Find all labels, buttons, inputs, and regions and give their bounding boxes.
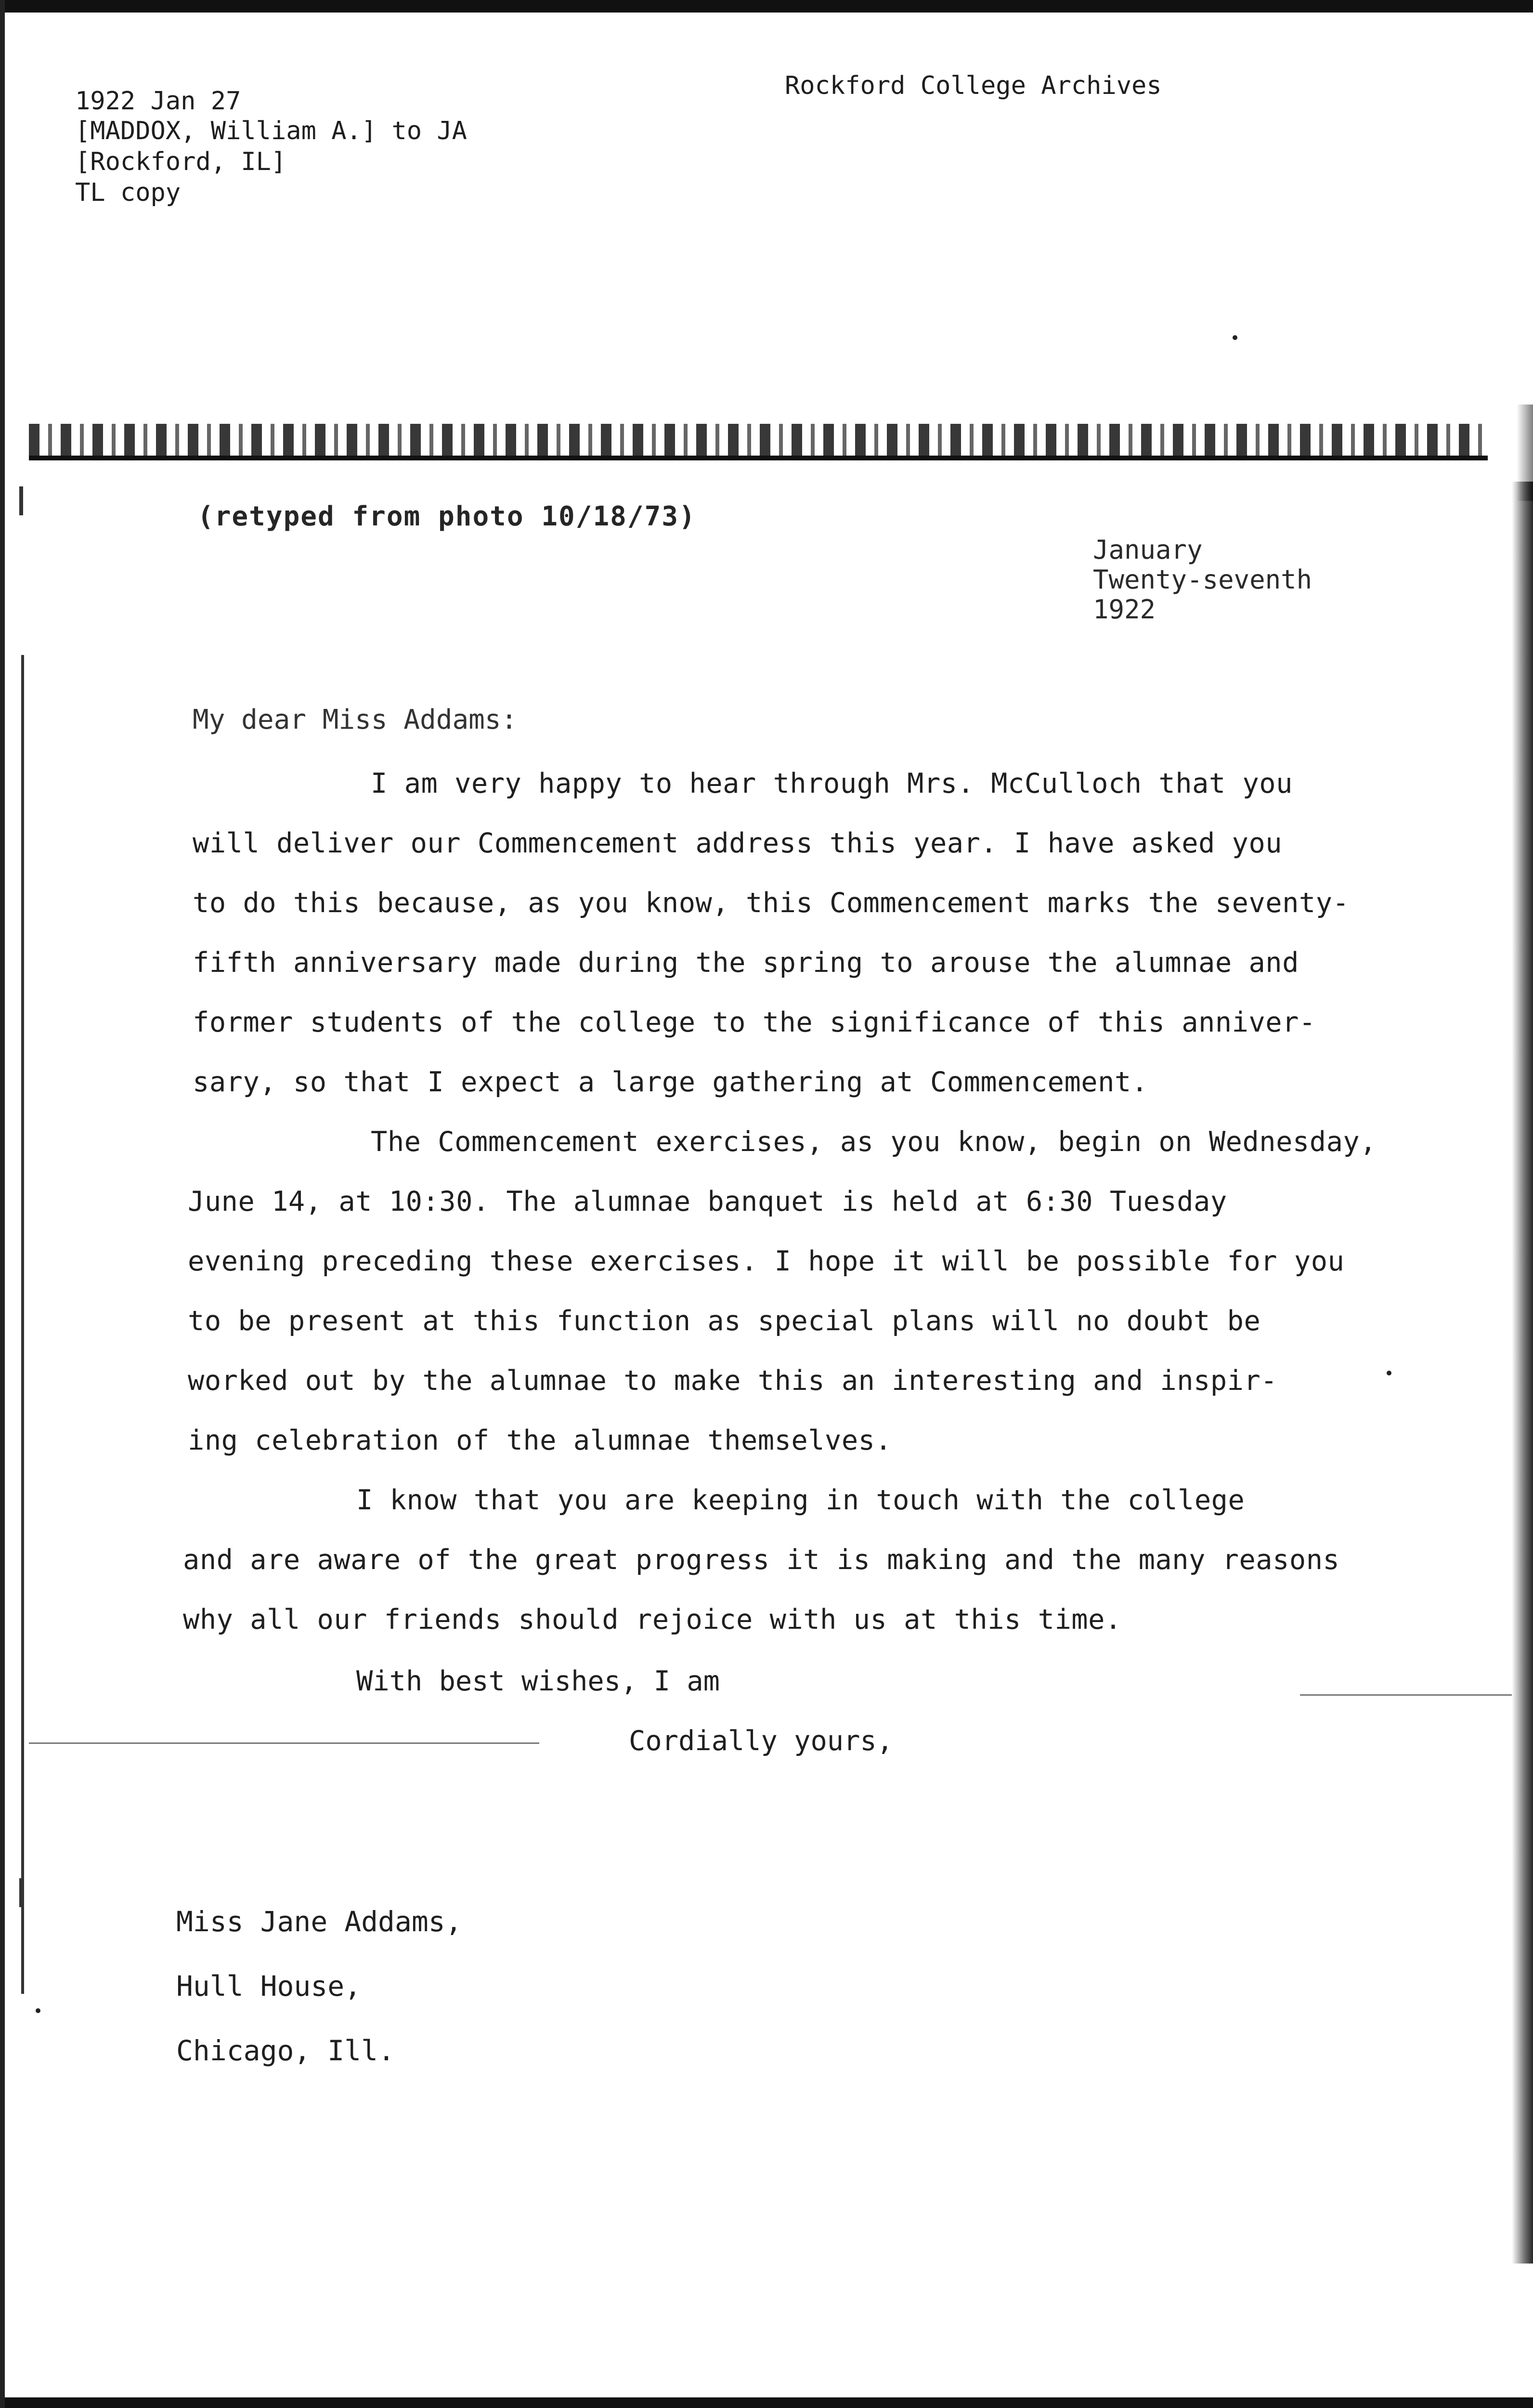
scan-right-shadow: [1512, 482, 1533, 2264]
retyped-note: (retyped from photo 10/18/73): [197, 501, 696, 532]
recipient-street: Hull House,: [176, 1970, 362, 2002]
letter-date-day: Twenty-seventh: [1093, 564, 1312, 595]
scan-stray-rule: [1300, 1694, 1512, 1696]
scan-separator-band: [29, 424, 1488, 460]
body-line: June 14, at 10:30. The alumnae banquet is held at 6:30 Tuesday: [188, 1186, 1227, 1217]
archive-name: Rockford College Archives: [785, 71, 1162, 100]
scan-left-bar: [21, 655, 24, 1994]
scan-left-tick: [19, 1878, 23, 1907]
scan-separator-rule: [29, 456, 1488, 460]
body-line: The Commencement exercises, as you know, begin on Wednesday,: [371, 1126, 1377, 1158]
scan-speck: [1233, 335, 1237, 340]
body-line: will deliver our Commencement address this year. I have asked you: [193, 827, 1283, 859]
catalog-date: 1922 Jan 27: [75, 87, 241, 116]
scan-speck: [36, 2008, 40, 2013]
body-line: former students of the college to the significance of this anniver-: [193, 1007, 1316, 1038]
scan-speck: [1387, 1371, 1391, 1375]
body-line: and are aware of the great progress it is making and the many reasons: [183, 1544, 1340, 1576]
recipient-name: Miss Jane Addams,: [176, 1905, 462, 1938]
catalog-copy-type: TL copy: [75, 178, 181, 207]
body-line: to do this because, as you know, this Commencement marks the seventy-: [193, 887, 1350, 919]
scan-left-tick: [19, 486, 23, 515]
catalog-author: [MADDOX, William A.] to JA: [75, 117, 467, 145]
scan-top-edge: [0, 0, 1533, 13]
body-line: evening preceding these exercises. I hope it will be possible for you: [188, 1245, 1345, 1277]
letter-date-year: 1922: [1093, 594, 1156, 625]
body-line: worked out by the alumnae to make this an interesting and inspir-: [188, 1365, 1278, 1397]
scan-bottom-edge: [0, 2397, 1533, 2408]
scan-stray-rule: [29, 1742, 539, 1744]
salutation: My dear Miss Addams:: [193, 704, 518, 735]
body-line: fifth anniversary made during the spring to arouse the alumnae and: [193, 947, 1299, 979]
body-line: ing celebration of the alumnae themselves.: [188, 1425, 892, 1456]
body-line: I am very happy to hear through Mrs. McCulloch that you: [371, 768, 1293, 799]
body-line: why all our friends should rejoice with us at this time.: [183, 1604, 1122, 1636]
body-line: I know that you are keeping in touch with the college: [356, 1484, 1245, 1516]
recipient-city: Chicago, Ill.: [176, 2034, 395, 2067]
body-line: sary, so that I expect a large gathering at Commencement.: [193, 1066, 1148, 1098]
catalog-place: [Rockford, IL]: [75, 147, 286, 176]
letter-date-month: January: [1093, 535, 1203, 565]
body-line: to be present at this function as special plans will no doubt be: [188, 1305, 1261, 1337]
scan-left-edge: [0, 0, 5, 2408]
closing-wish: With best wishes, I am: [356, 1665, 720, 1697]
closing: Cordially yours,: [629, 1725, 894, 1757]
